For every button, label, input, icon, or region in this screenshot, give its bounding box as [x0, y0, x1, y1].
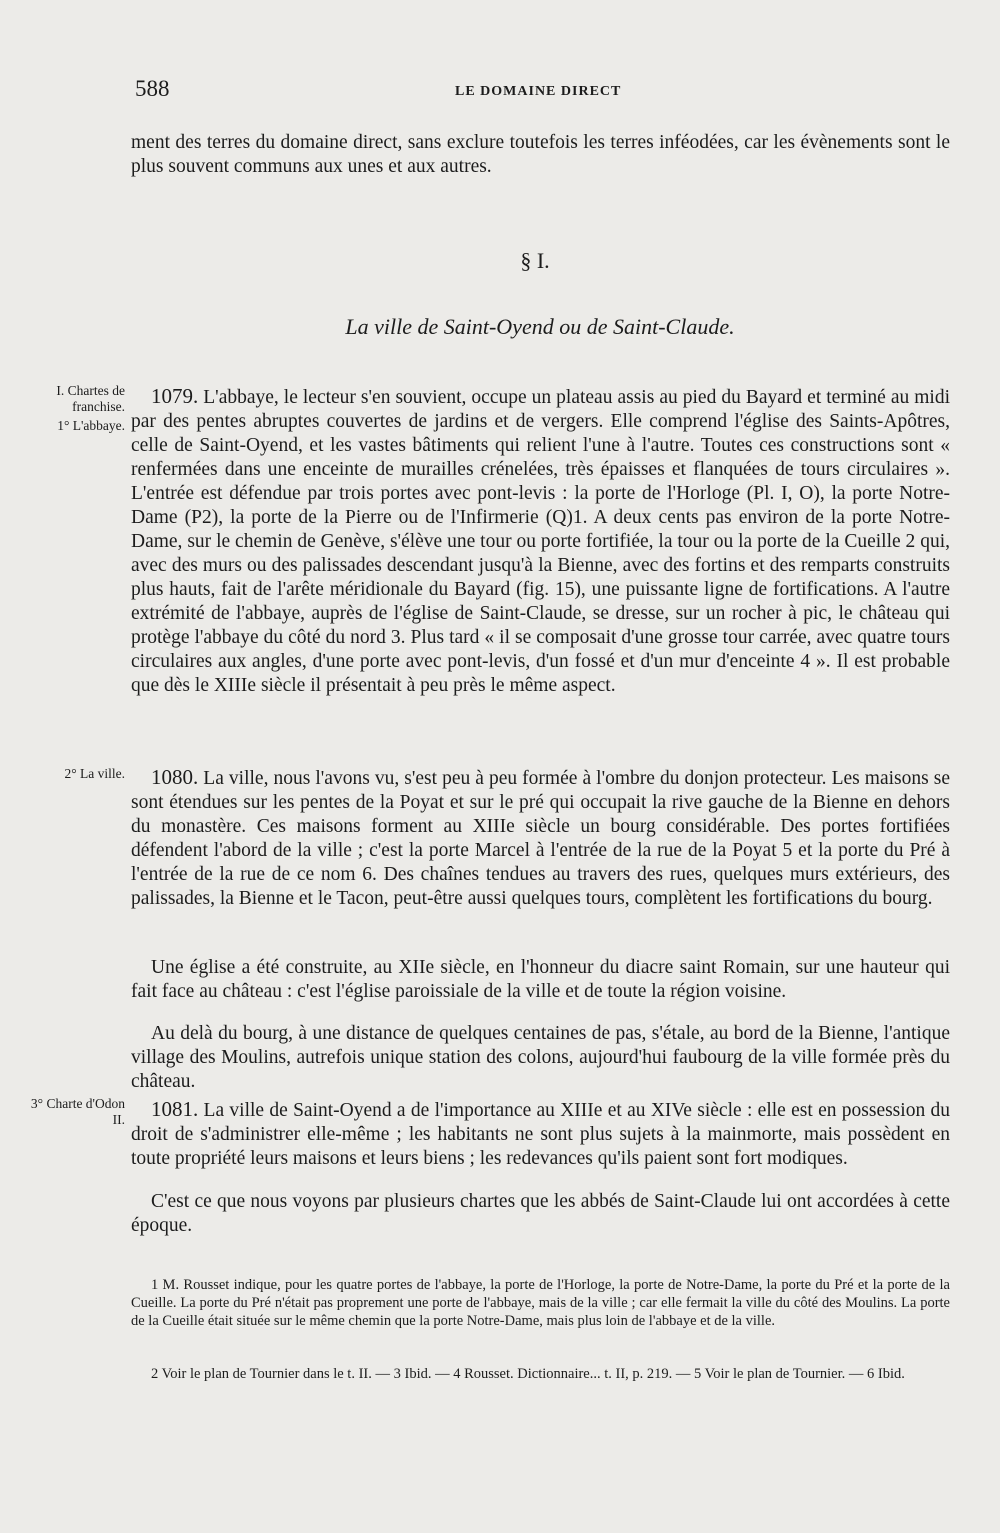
paragraph-bourg: Au delà du bourg, à une distance de quelques centaines de pas, s'étale, au bord de la Bienne, l'antique village des Moulins, autrefois unique station des colons, aujourd'hui faubourg de la ville formée près du château. — [131, 1023, 950, 1092]
paragraph-1081 — [131, 1097, 950, 1171]
paragraph-1080 — [131, 765, 950, 911]
paragraph-1079 — [131, 384, 950, 698]
section-mark: § I. — [520, 248, 550, 273]
page-number: 588 — [135, 76, 170, 101]
paragraph-number: 1080. — [151, 765, 199, 789]
paragraph-number: 1081. — [151, 1097, 199, 1121]
running-title: LE DOMAINE DIRECT — [455, 84, 622, 99]
margin-note-chartes: I. Chartes de franchise. — [56, 383, 125, 414]
margin-note-charte-odon: 3° Charte d'Odon II. — [30, 1096, 125, 1127]
paragraph-text: La ville de Saint-Oyend a de l'importance au XIIIe et au XIVe siècle : elle est en possession du droit de s'administrer elle-même ; les habitants ne sont plus sujets à la mainmorte, mais possèdent en toute propriété leurs maisons et leurs biens ; les redevances qu'ils paient sont fort modiques. — [131, 1100, 950, 1169]
paragraph-chartes: C'est ce que nous voyons par plusieurs chartes que les abbés de Saint-Claude lui ont accordées à cette époque. — [131, 1191, 950, 1236]
margin-note-ville: 2° La ville. — [64, 766, 125, 781]
section-title: La ville de Saint-Oyend ou de Saint-Claude. — [345, 314, 735, 339]
paragraph-text: L'abbaye, le lecteur s'en souvient, occupe un plateau assis au pied du Bayard et terminé au midi par des pentes abruptes couvertes de jardins et de vergers. Elle comprend l'église des Saints-Apôtres, celle de Saint-Oyend, et les vastes bâtiments qui relient l'une à l'autre. Toutes ces constructions sont « renfermées dans une enceinte de murailles crénelées, très épaisses et flanquées de tours circulaires ». L'entrée est défendue par trois portes avec pont-levis : la porte de l'Horloge (Pl. I, O), la porte Notre-Dame (P2), la porte de la Pierre ou de l'Infirmerie (Q)1. A deux cents pas environ de la porte Notre-Dame, sur le chemin de Genève, s'élève une tour ou porte fortifiée, la tour ou la porte de la Cueille 2 qui, avec des murs ou des palissades descendant jusqu'à la Bienne, avec des fortins et des remparts construits plus hauts, fait de l'arête méridionale du Bayard (fig. 15), une puissante ligne de fortifications. A l'autre extrémité de l'abbaye, auprès de l'église de Saint-Claude, se dresse, sur un rocher à pic, le château qui protège l'abbaye du côté du nord 3. Plus tard « il se composait d'une grosse tour carrée, avec quatre tours circulaires aux angles, d'une porte avec pont-levis, d'un fossé et d'un mur d'enceinte 4 ». Il est probable que dès le XIIIe siècle il présentait à peu près le même aspect. — [131, 387, 950, 696]
footnote-text: 2 Voir le plan de Tournier dans le t. II. — 3 Ibid. — 4 Rousset. Dictionnaire... t. II, p. 219. — 5 Voir le plan de Tournier. — 6 Ibid. — [151, 1366, 905, 1382]
footnote-text: 1 M. Rousset indique, pour les quatre portes de l'abbaye, la porte de l'Horloge, la porte de Notre-Dame, la porte du Pré et la porte de la Cueille. La porte du Pré n'était pas proprement une porte de l'abbaye, mais de la ville ; car elle fermait la ville du côté des Moulins. La porte de la Cueille était située sur le même chemin que la porte Notre-Dame, mais plus loin de l'abbaye et de la ville. — [131, 1277, 950, 1329]
paragraph-eglise: Une église a été construite, au XIIe siècle, en l'honneur du diacre saint Romain, sur une hauteur qui fait face au château : c'est l'église paroissiale de la ville et de toute la région voisine. — [131, 957, 950, 1002]
paragraph-number: 1079. — [151, 384, 199, 408]
intro-paragraph: ment des terres du domaine direct, sans exclure toutefois les terres inféodées, car les évènements sont le plus souvent communs aux unes et aux autres. — [131, 132, 950, 177]
footnote-2 — [131, 1365, 950, 1383]
page-header — [135, 76, 950, 106]
paragraph-text: La ville, nous l'avons vu, s'est peu à peu formée à l'ombre du donjon protecteur. Les maisons se sont étendues sur les pentes de la Poyat et sur le pré qui occupait la rive gauche de la Bienne en dehors du monastère. Ces maisons forment au XIIIe siècle un bourg considérable. Des portes fortifiées défendent l'abord de la ville ; c'est la porte Marcel à l'entrée de la rue de la Poyat 5 et la porte du Pré à l'entrée de la rue de ce nom 6. Des chaînes tendues au travers des rues, quelques murs extérieurs, des palissades, la Bienne et le Tacon, peut-être aussi quelques tours, complètent les fortifications du bourg. — [131, 768, 950, 909]
footnote-1 — [131, 1276, 950, 1330]
margin-note-abbaye: 1° L'abbaye. — [57, 418, 125, 433]
